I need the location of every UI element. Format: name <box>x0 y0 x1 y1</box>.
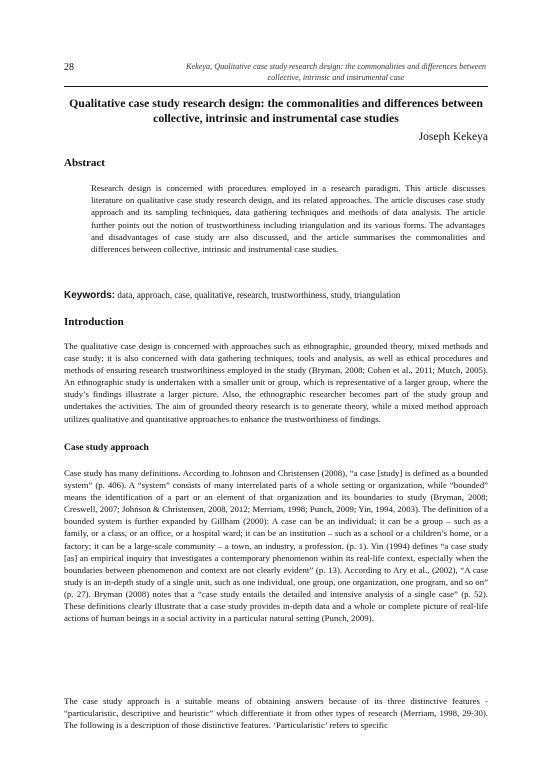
running-title: Kekeya, Qualitative case study research design: the commonalities and differences between collective, intrinsic and instrumental case <box>186 62 486 82</box>
article-title: Qualitative case study research design: the commonalities and differences between collective, intrinsic and instrumental case studies <box>69 96 483 125</box>
keywords-label: Keywords: <box>64 290 116 301</box>
header-rule <box>64 86 488 87</box>
case-study-paragraph-2: The case study approach is a suitable means of obtaining answers because of its three distinctive features - “particularistic, descriptive and heuristic” which differentiate it from other types of research (Merriam, 1998, 29-30). The following is a description of those distinctive features. ‘Particularistic’ refers to specific <box>64 696 488 731</box>
case-study-heading: Case study approach <box>64 443 149 453</box>
page-number: 28 <box>64 62 74 73</box>
introduction-paragraph: The qualitative case design is concerned with approaches such as ethnographic, grounded theory, mixed methods and case study; it is also concerned with data gathering techniques, tools and analysis, as well as ethical procedures and methods of ensuring research trustworthiness employed in the study (Bryman, 2008; Cohen et al., 2011; Mutch, 2005). An ethnographic study is undertaken with a smaller unit or group, which is representative of a larger group, where the study’s findings illustrate a larger picture. Also, the ethnographic researcher becomes part of the study group and undertakes the activities. The aim of grounded theory research is to generate theory, while a mixed method approach utilizes qualitative and quantitative approaches to enhance the trustworthiness of findings. <box>64 341 488 424</box>
introduction-heading: Introduction <box>64 316 124 328</box>
author-name: Joseph Kekeya <box>418 131 488 143</box>
case-study-paragraph-1: Case study has many definitions. According to Johnson and Christensen (2008), “a case [study] is defined as a bounded system” (p. 406). A “system” consists of many interrelated parts of a whole setting or organization, while “bounded” means the identification of a part or an element of that organization and its boundaries to study (Bryman, 2008; Creswell, 2007; Johnson & Christensen, 2008, 2012; Merriam, 1998; Punch, 2009; Yin, 1994, 2003). The definition of a bounded system is further expanded by Gillham (2000): A case can be an individual; it can be a group – such as a family, or a class, or an office, or a hospital ward; it can be an institution – such as a school or a children’s home, or a factory; it can be a large-scale community – a town, an industry, a profession. (p. 1). Yin (1994) defines “a case study [as] an empirical inquiry that investigates a contemporary phenomenon within its real-life context, especially when the boundaries between phenomenon and context are not clearly evident” (p. 13). According to Ary et al., (2002), “A case study is an in-depth study of a single unit, such as one individual, one group, one organization, one program, and so on” (p. 27). Bryman (2008) notes that a “case study entails the detailed and intensive analysis of a single case” (p. 52). These definitions clearly illustrate that a case study provides in-depth data and a whole or complete picture of real-life actions of human beings in a social activity in a particular natural setting (Punch, 2009). <box>64 468 488 624</box>
abstract-heading: Abstract <box>64 157 105 169</box>
abstract-text: Research design is concerned with procedures employed in a research paradigm. This article discusses literature on qualitative case study research design, and its related approaches. The article discuses case study approach and its sampling techniques, data gathering techniques and methods of data analysis. The article further points out the notion of trustworthiness including triangulation and its various forms. The advantages and disadvantages of case study are also discussed, and the article summarises the commonalities and differences between collective, intrinsic and instrumental case studies. <box>91 183 485 255</box>
keywords-text: data, approach, case, qualitative, research, trustworthiness, study, triangulation <box>117 290 401 300</box>
keywords-line <box>64 290 488 301</box>
